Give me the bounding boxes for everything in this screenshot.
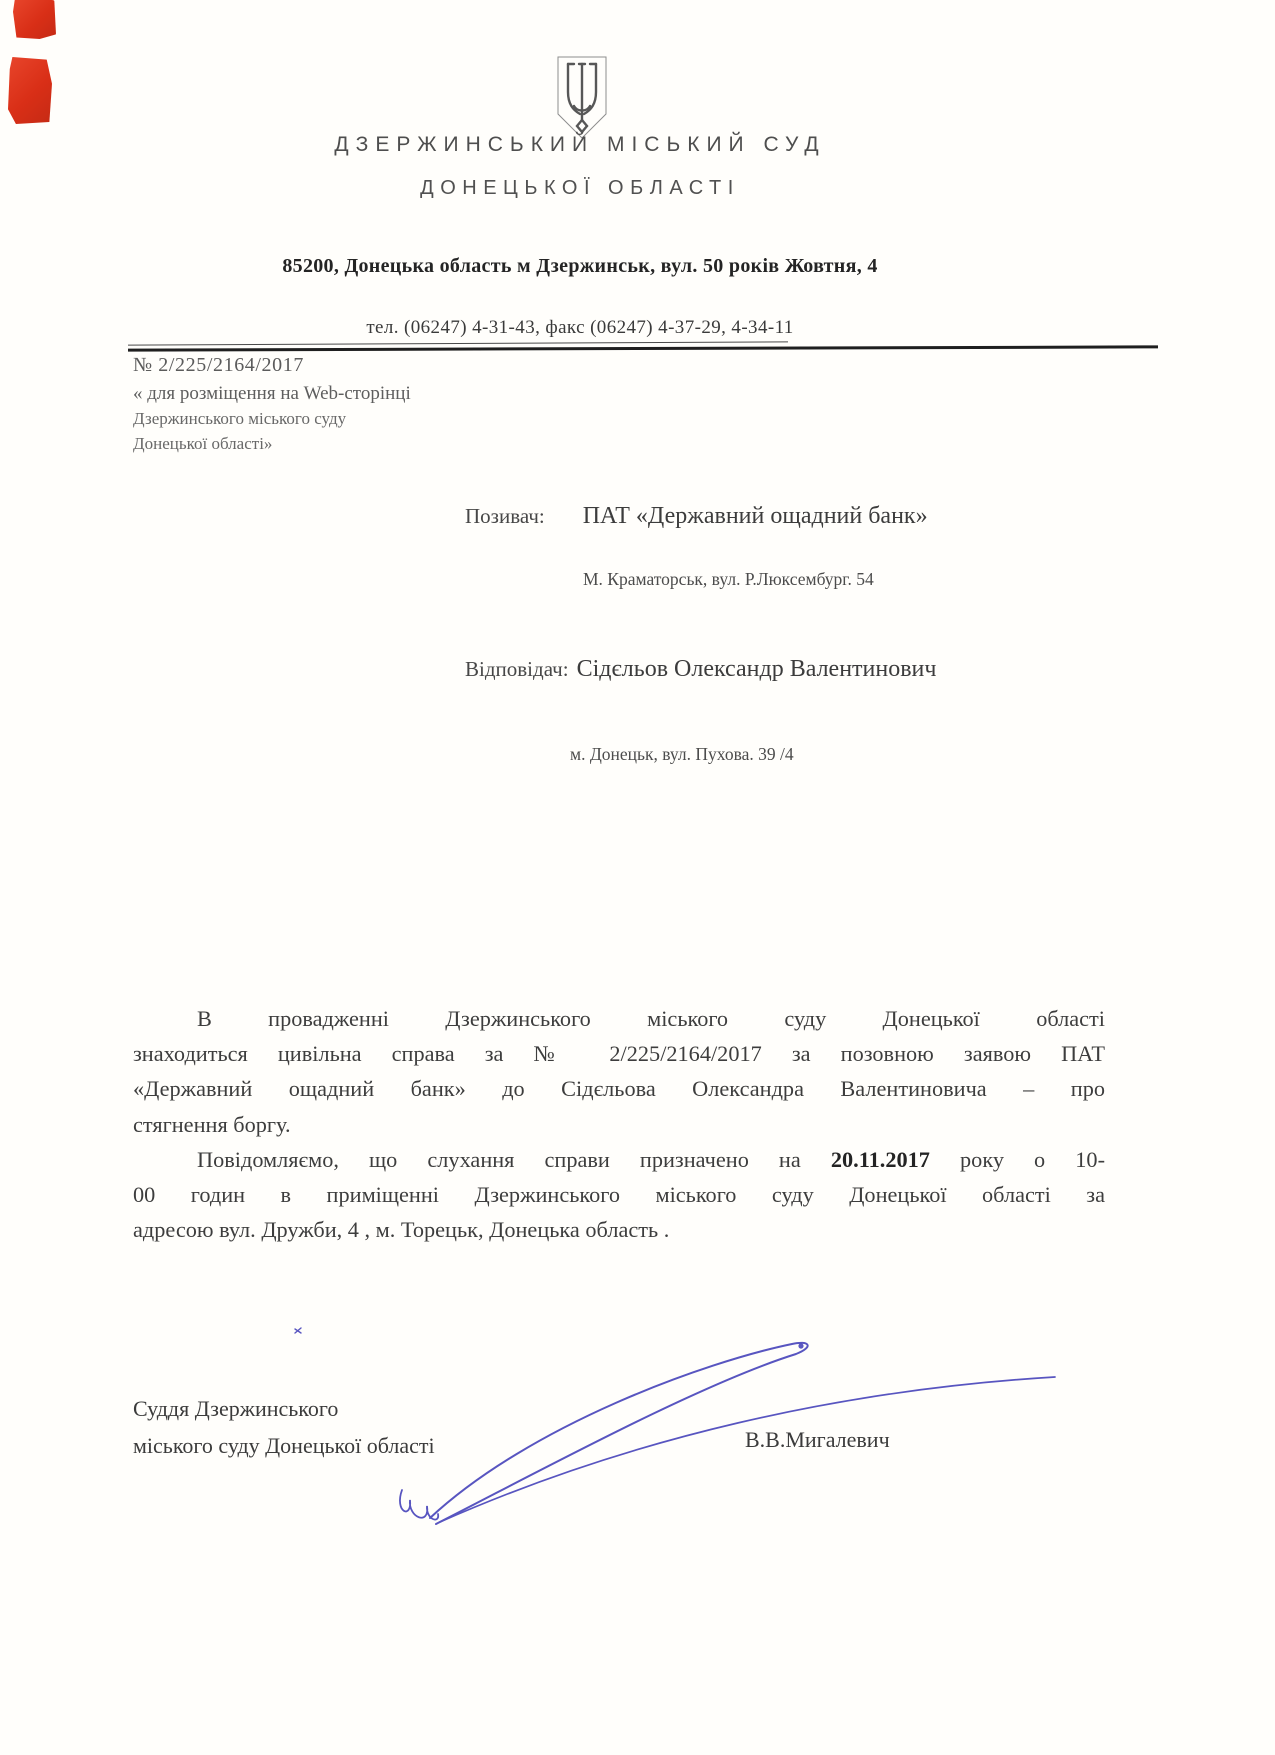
- header-divider: [128, 345, 1158, 351]
- body-line: «Державний ощадний банк» до Сідєльова Олександра Валентиновича – про: [133, 1076, 1105, 1102]
- web-note-line3: Донецької області»: [133, 434, 273, 453]
- header-divider-thin: [128, 341, 788, 345]
- body-line: адресою вул. Дружби, 4 , м. Торецьк, Донецька область .: [133, 1217, 670, 1243]
- hearing-text-before: Повідомляємо, що слухання справи призначено на: [197, 1146, 831, 1172]
- body-line: В провадженні Дзержинського міського суду Донецької області: [197, 1006, 1105, 1031]
- court-name-line1: ДЗЕРЖИНСЬКИЙ МІСЬКИЙ СУД: [334, 133, 826, 156]
- red-ink-mark-top: [13, 0, 56, 39]
- court-address: 85200, Донецька область м Дзержинськ, вул. 50 років Жовтня, 4: [282, 255, 878, 277]
- defendant-name: Сідєльов Олександр Валентинович: [576, 656, 937, 682]
- plaintiff-label: Позивач:: [465, 504, 545, 528]
- judge-title-line1: Суддя Дзержинського: [133, 1396, 339, 1421]
- body-line: стягнення боргу.: [133, 1111, 291, 1137]
- web-note-line2: Дзержинського міського суду: [133, 409, 347, 428]
- court-name-line2: ДОНЕЦЬКОЇ ОБЛАСТІ: [420, 177, 740, 199]
- body-line: 00 годин в приміщенні Дзержинського міського суду Донецької області за: [133, 1182, 1105, 1208]
- handwritten-signature: [280, 1180, 1080, 1545]
- judge-name: В.В.Мигалевич: [745, 1427, 890, 1452]
- red-ink-mark-bottom: [8, 57, 52, 124]
- defendant-row: [465, 656, 936, 683]
- case-number: № 2/225/2164/2017: [133, 354, 304, 376]
- hearing-date: 20.11.2017: [830, 1146, 930, 1172]
- plaintiff-address: М. Краматорськ, вул. Р.Люксембург. 54: [583, 569, 874, 589]
- defendant-address: м. Донецьк, вул. Пухова. 39 /4: [570, 744, 794, 764]
- defendant-label: Відповідач:: [465, 657, 569, 681]
- plaintiff-row: [465, 503, 928, 530]
- body-line-hearing-date: [133, 1142, 1105, 1177]
- reference-block: [133, 354, 411, 459]
- court-phone-fax: тел. (06247) 4-31-43, факс (06247) 4-37-29, 4-34-11: [366, 317, 794, 338]
- web-note-line1: « для розміщення на Web-сторінці: [133, 383, 411, 404]
- plaintiff-name: ПАТ «Державний ощадний банк»: [582, 503, 928, 529]
- body-line: знаходиться цивільна справа за № 2/225/2164/2017 за позовною заявою ПАТ: [133, 1041, 1105, 1067]
- hearing-text-after: року о 10-: [929, 1146, 1105, 1172]
- judge-title-line2: міського суду Донецької області: [133, 1433, 435, 1458]
